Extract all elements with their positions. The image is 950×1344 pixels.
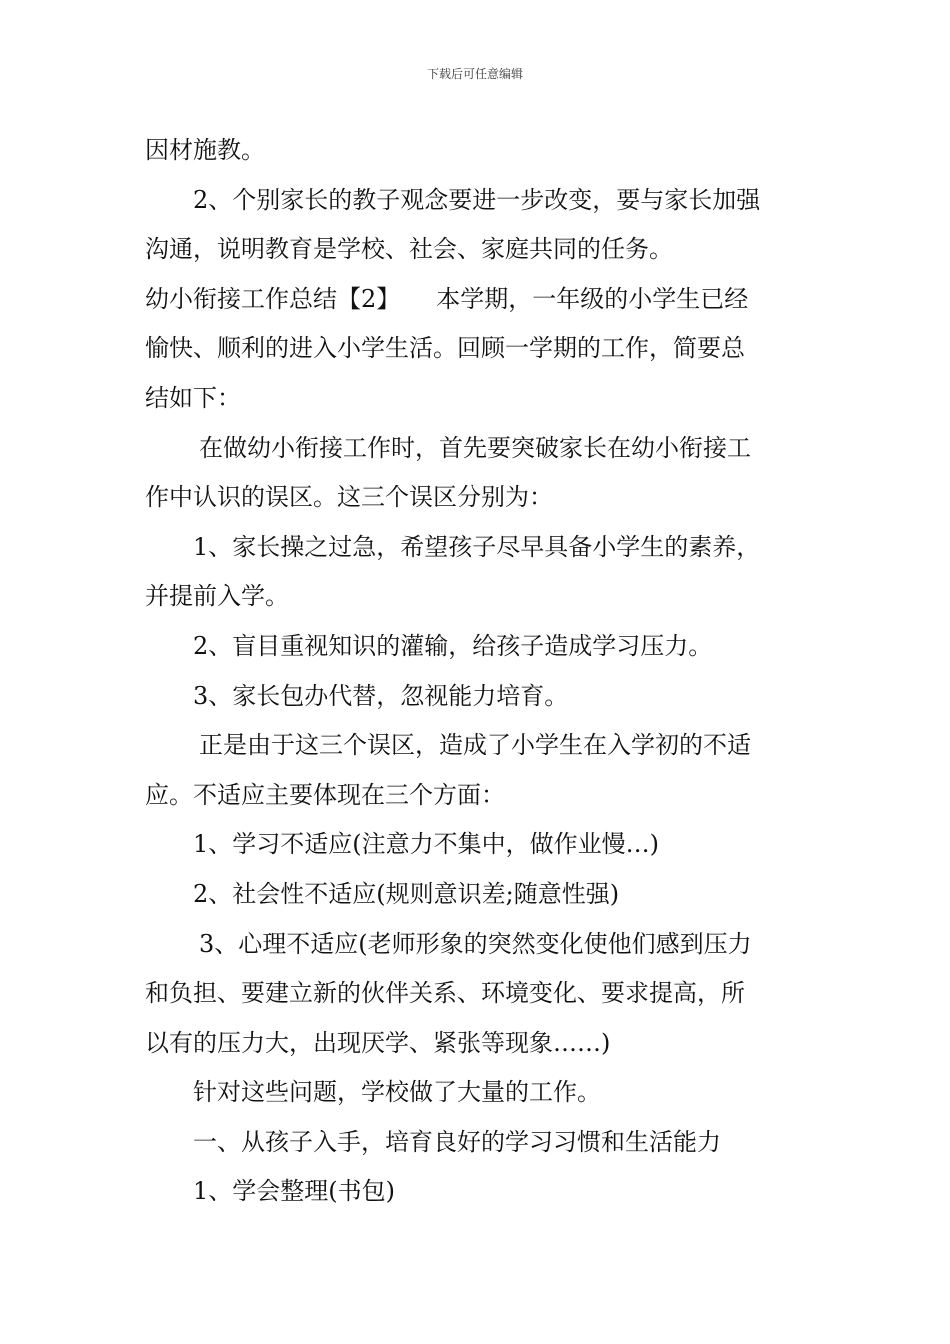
section-title: 幼小衔接工作总结【2】 [145, 284, 401, 313]
text-line: 2、个别家长的教子观念要进一步改变，要与家长加强 [193, 185, 761, 214]
page-header-note: 下载后可任意编辑 [426, 67, 523, 81]
text-line: 并提前入学。 [145, 582, 289, 611]
text-line: 1、学习不适应(注意力不集中，做作业慢…) [193, 830, 659, 859]
text-line: 沟通，说明教育是学校、社会、家庭共同的任务。 [145, 235, 673, 264]
text-line: 以有的压力大，出现厌学、紧张等现象……) [145, 1028, 611, 1057]
text-line: 作中认识的误区。这三个误区分别为： [145, 483, 553, 512]
text-line: 2、盲目重视知识的灌输，给孩子造成学习压力。 [193, 631, 713, 660]
section-intro: 本学期，一年级的小学生已经 [436, 284, 749, 313]
section-title-line [145, 275, 807, 325]
text-line: 3、家长包办代替，忽视能力培育。 [193, 681, 569, 710]
text-line: 和负担、要建立新的伙伴关系、环境变化、要求提高，所 [145, 979, 745, 1008]
text-line: 应。不适应主要体现在三个方面： [145, 780, 505, 809]
text-line: 1、家长操之过急，希望孩子尽早具备小学生的素养， [193, 532, 761, 561]
text-line: 在做幼小衔接工作时，首先要突破家长在幼小衔接工 [199, 433, 751, 462]
text-line: 正是由于这三个误区，造成了小学生在入学初的不适 [199, 731, 751, 760]
text-line: 愉快、顺利的进入小学生活。回顾一学期的工作，简要总 [145, 334, 745, 363]
text-line: 因材施教。 [145, 136, 265, 164]
text-line: 3、心理不适应(老师形象的突然变化使他们感到压力 [199, 929, 752, 958]
text-line: 2、社会性不适应(规则意识差;随意性强) [193, 879, 620, 908]
text-line: 1、学会整理(书包) [193, 1177, 395, 1206]
text-line: 针对这些问题，学校做了大量的工作。 [193, 1078, 601, 1107]
text-line: 一、从孩子入手，培育良好的学习习惯和生活能力 [193, 1127, 721, 1156]
text-line: 结如下： [145, 383, 241, 412]
document-body [145, 126, 807, 1217]
